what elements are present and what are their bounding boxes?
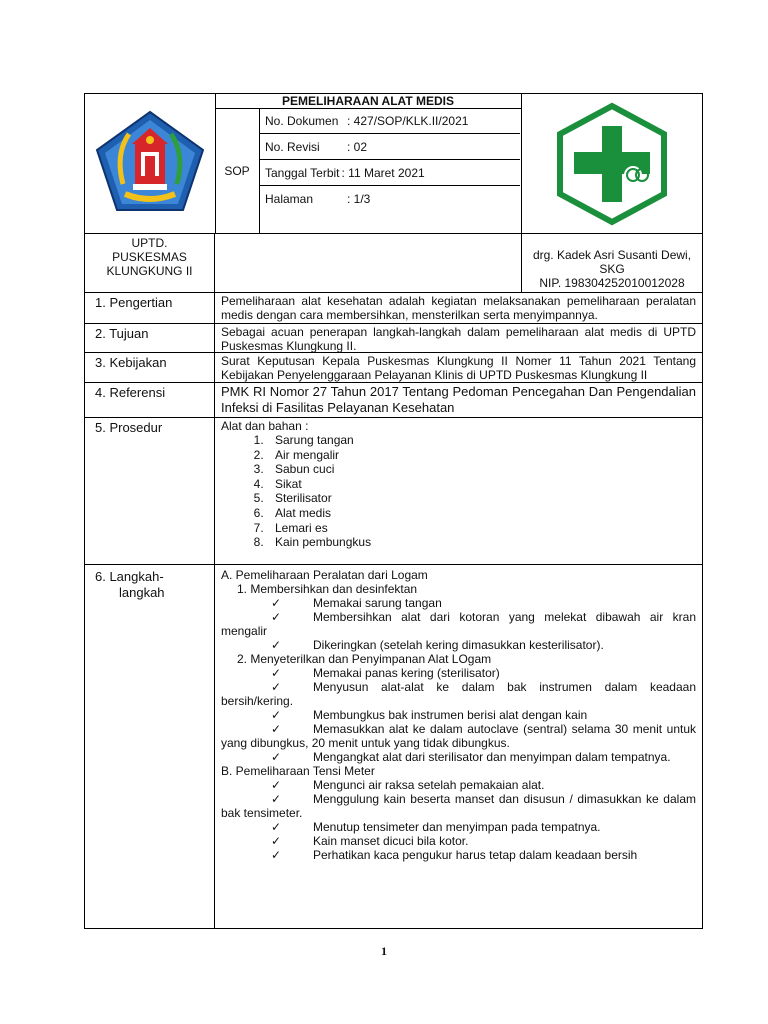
- puskesmas-logo-cell: [521, 94, 703, 233]
- row-kebijakan: [84, 353, 703, 383]
- list-item: ✓ Memasukkan alat ke dalam autoclave (sentral) selama 30 menit untuk yang dibungkus, 20 menit untuk yang tidak dibungkus.: [221, 722, 696, 750]
- list-item: ✓ Memakai panas kering (sterilisator): [271, 666, 500, 680]
- text-kebijakan: Surat Keputusan Kepala Puskesmas Klungkung II Nomer 11 Tahun 2021 Tentang Kebijakan Penyelenggaraan Pelayanan Klinis di UPTD Puskesmas Klungkung II: [221, 354, 696, 382]
- list-item: 2. Air mengalir: [267, 448, 696, 463]
- list-item: ✓ Menutup tensimeter dan menyimpan pada tempatnya.: [271, 820, 601, 834]
- check-icon: ✓: [271, 666, 282, 680]
- text-tujuan: Sebagai acuan penerapan langkah-langkah dalam pemeliharaan alat medis di UPTD Puskesmas Klungkung II.: [221, 325, 696, 353]
- list-item: ✓ Perhatikan kaca pengukur harus tetap dalam keadaan bersih: [271, 848, 638, 862]
- signer-nip: NIP. 198304252010012028: [539, 276, 685, 290]
- label-langkah: 6. Langkah- langkah: [85, 565, 215, 928]
- check-icon: ✓: [271, 596, 282, 610]
- signer-name: drg. Kadek Asri Susanti Dewi,: [532, 248, 692, 262]
- part-a-sub2: 2. Menyeterilkan dan Penyimpanan Alat LOgam: [237, 652, 492, 666]
- list-item: 6. Alat medis: [267, 506, 696, 521]
- district-logo-cell: [85, 94, 216, 233]
- meta-tanggal-terbit: Tanggal Terbit : 11 Maret 2021: [260, 161, 520, 186]
- list-item: 4. Sikat: [267, 477, 696, 492]
- check-icon: ✓: [271, 638, 282, 652]
- puskesmas-logo-icon: [522, 94, 703, 233]
- signer-block: [521, 234, 702, 292]
- part-a-sub1: 1. Membersihkan dan desinfektan: [237, 582, 418, 596]
- row-referensi: [84, 383, 703, 418]
- prosedur-content: [215, 418, 702, 564]
- prosedur-intro: Alat dan bahan :: [221, 419, 309, 433]
- document-title: PEMELIHARAAN ALAT MEDIS: [215, 94, 521, 109]
- row-prosedur: [84, 418, 703, 565]
- check-icon: ✓: [271, 708, 282, 722]
- list-item: 7. Lemari es: [267, 521, 696, 536]
- list-item: 3. Sabun cuci: [267, 462, 696, 477]
- row-langkah: [84, 565, 703, 929]
- text-pengertian: Pemeliharaan alat kesehatan adalah kegiatan melaksanakan pemeliharaan peralatan medis dengan cara membersihkan, mensterilkan serta menyimpannya.: [221, 294, 696, 322]
- meta-no-dokumen: No. Dokumen : 427/SOP/KLK.II/2021: [260, 109, 520, 134]
- check-icon: ✓: [271, 680, 282, 694]
- check-icon: ✓: [271, 820, 282, 834]
- list-item: ✓ Membungkus bak instrumen berisi alat dengan kain: [271, 708, 588, 722]
- check-icon: ✓: [271, 610, 282, 624]
- row-tujuan: [84, 324, 703, 353]
- meta-halaman: Halaman : 1/3: [265, 192, 371, 206]
- list-item: 5. Sterilisator: [267, 491, 696, 506]
- sop-header-table: [84, 93, 703, 234]
- row-pengertian: [84, 293, 703, 324]
- label-referensi: 4. Referensi: [85, 383, 215, 417]
- check-icon: ✓: [271, 750, 282, 764]
- list-item: 1. Sarung tangan: [267, 433, 696, 448]
- list-item: ✓ Memakai sarung tangan: [271, 596, 442, 610]
- label-pengertian: 1. Pengertian: [85, 293, 215, 323]
- list-item: ✓ Mengangkat alat dari sterilisator dan menyimpan dalam tempatnya.: [271, 750, 671, 764]
- list-item: ✓ Membersihkan alat dari kotoran yang melekat dibawah air kran mengalir: [221, 610, 696, 638]
- part-b-title: B. Pemeliharaan Tensi Meter: [221, 764, 375, 778]
- klungkung-emblem-icon: [85, 94, 215, 233]
- meta-no-revisi: No. Revisi : 02: [260, 135, 520, 160]
- list-item: ✓ Menyusun alat-alat ke dalam bak instrumen dalam keadaan bersih/kering.: [221, 680, 696, 708]
- check-icon: ✓: [271, 834, 282, 848]
- page-number: 1: [381, 944, 387, 958]
- label-kebijakan: 3. Kebijakan: [85, 353, 215, 382]
- identity-blank-cell: [215, 234, 521, 292]
- text-referensi: PMK RI Nomor 27 Tahun 2017 Tentang Pedoman Pencegahan Dan Pengendalian Infeksi di Fasilitas Pelayanan Kesehatan: [221, 384, 696, 415]
- check-icon: ✓: [271, 848, 282, 862]
- check-icon: ✓: [271, 722, 282, 736]
- list-item: ✓ Mengunci air raksa setelah pemakaian alat.: [271, 778, 545, 792]
- list-item: ✓ Menggulung kain beserta manset dan disusun / dimasukkan ke dalam bak tensimeter.: [221, 792, 696, 820]
- label-prosedur: 5. Prosedur: [85, 418, 215, 564]
- header-middle: [215, 94, 521, 233]
- list-item: ✓ Dikeringkan (setelah kering dimasukkan kesterilisator).: [271, 638, 604, 652]
- label-tujuan: 2. Tujuan: [85, 324, 215, 352]
- part-a-title: A. Pemeliharaan Peralatan dari Logam: [221, 568, 428, 582]
- organization-name: UPTD. PUSKESMAS KLUNGKUNG II: [85, 234, 215, 292]
- check-icon: ✓: [271, 778, 282, 792]
- check-icon: ✓: [271, 792, 282, 806]
- list-item: 8. Kain pembungkus: [267, 535, 696, 550]
- sop-label: SOP: [215, 109, 260, 233]
- identity-row: [84, 234, 703, 293]
- langkah-content: [215, 565, 702, 928]
- alat-bahan-list: [221, 433, 696, 550]
- list-item: ✓ Kain manset dicuci bila kotor.: [271, 834, 469, 848]
- signer-title: SKG: [599, 262, 625, 276]
